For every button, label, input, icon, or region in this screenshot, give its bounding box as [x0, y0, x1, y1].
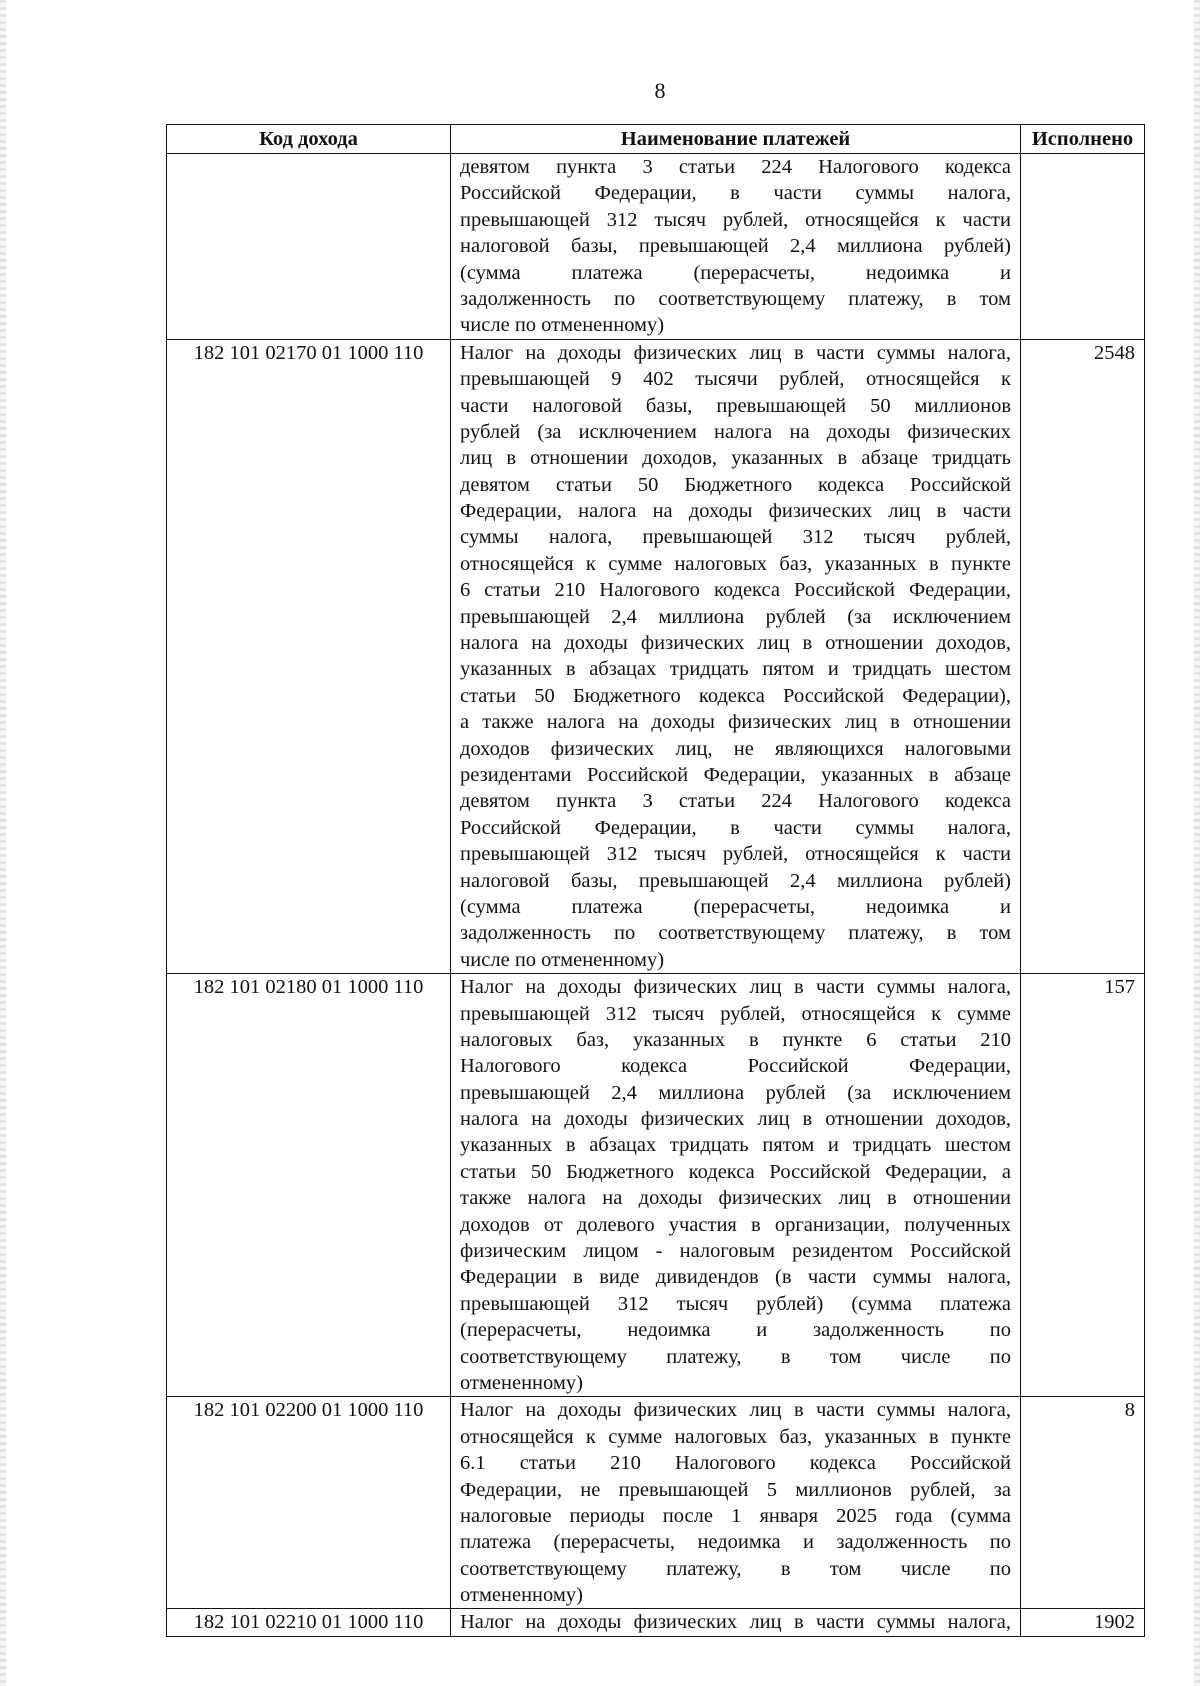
payment-name-line: Налог на доходы физических лиц в части суммы налога,	[460, 976, 1011, 999]
payment-name-line: лиц в отношении доходов, указанных в абзаце тридцать	[460, 447, 1011, 470]
executed-amount: 8	[1021, 1397, 1145, 1609]
payment-name-line: относящейся к сумме налоговых баз, указанных в пункте	[460, 1425, 1011, 1448]
payment-name-line: превышающей 312 тысяч рублей, относящейся к части	[460, 843, 1011, 866]
header-code: Код дохода	[167, 125, 451, 154]
payment-name-line: превышающей 9 402 тысячи рублей, относящейся к	[460, 368, 1011, 391]
income-code: 182 101 02200 01 1000 110	[167, 1397, 451, 1609]
payment-name-line: соответствующему платежу, в том числе по	[460, 1557, 1011, 1580]
payment-name-line: (сумма платежа (перерасчеты, недоимка и	[460, 261, 1011, 284]
income-code: 182 101 02180 01 1000 110	[167, 974, 451, 1397]
scan-edge-right	[1194, 0, 1200, 1686]
table-row	[167, 154, 1145, 340]
table-row	[167, 974, 1145, 1397]
payment-name-line: суммы налога, превышающей 312 тысяч рублей,	[460, 526, 1011, 549]
payment-name-line: превышающей 2,4 миллиона рублей (за исключением	[460, 1081, 1011, 1104]
payment-name-line: Налог на доходы физических лиц в части суммы налога,	[460, 341, 1011, 364]
payment-name	[451, 974, 1021, 1397]
header-row	[167, 125, 1145, 154]
payment-name-line: статьи 50 Бюджетного кодекса Российской Федерации),	[460, 684, 1011, 707]
payment-name-line: доходов физических лиц, не являющихся налоговыми	[460, 737, 1011, 760]
payment-name-line: налога на доходы физических лиц в отношении доходов,	[460, 632, 1011, 655]
payment-name-line: указанных в абзацах тридцать пятом и тридцать шестом	[460, 658, 1011, 681]
payment-name-line: статьи 50 Бюджетного кодекса Российской Федерации, а	[460, 1160, 1011, 1183]
payment-name	[451, 154, 1021, 340]
payment-name-line: относящейся к сумме налоговых баз, указанных в пункте	[460, 552, 1011, 575]
table-row	[167, 1397, 1145, 1609]
payment-name-line: налоговые периоды после 1 января 2025 года (сумма	[460, 1504, 1011, 1527]
payment-name-line: 6.1 статьи 210 Налогового кодекса Российской	[460, 1452, 1011, 1475]
payment-name-line: платежа (перерасчеты, недоимка и задолженность по	[460, 1531, 1011, 1554]
payment-name-line: Налог на доходы физических лиц в части суммы налога,	[460, 1611, 1011, 1634]
payment-name-line: 6 статьи 210 Налогового кодекса Российской Федерации,	[460, 579, 1011, 602]
payment-name-line: а также налога на доходы физических лиц в отношении	[460, 711, 1011, 734]
executed-amount	[1021, 154, 1145, 340]
payment-name-line: отмененному)	[460, 1371, 583, 1394]
income-code: 182 101 02170 01 1000 110	[167, 339, 451, 973]
executed-amount: 157	[1021, 974, 1145, 1397]
payment-name-line: (сумма платежа (перерасчеты, недоимка и	[460, 895, 1011, 918]
page-number: 8	[654, 78, 666, 103]
payment-name-line: указанных в абзацах тридцать пятом и тридцать шестом	[460, 1134, 1011, 1157]
payment-name-line: налога на доходы физических лиц в отношении доходов,	[460, 1108, 1011, 1131]
payment-name-line: (перерасчеты, недоимка и задолженность по	[460, 1319, 1011, 1342]
payment-name-line: рублей (за исключением налога на доходы физических	[460, 420, 1011, 443]
payment-name-line: числе по отмененному)	[460, 948, 665, 971]
income-code: 182 101 02210 01 1000 110	[167, 1609, 451, 1636]
payment-name-line: превышающей 312 тысяч рублей, относящейся к сумме	[460, 1002, 1011, 1025]
payment-name-line: Российской Федерации, в части суммы налога,	[460, 182, 1011, 205]
header-name: Наименование платежей	[451, 125, 1021, 154]
revenue-table	[166, 124, 1145, 1637]
scan-edge-left	[0, 0, 6, 1686]
payment-name-line: Российской Федерации, в части суммы налога,	[460, 816, 1011, 839]
payment-name-line: отмененному)	[460, 1584, 583, 1607]
payment-name-line: задолженность по соответствующему платежу, в том	[460, 287, 1011, 310]
payment-name-line: девятом пункта 3 статьи 224 Налогового кодекса	[460, 156, 1011, 178]
table-row	[167, 339, 1145, 973]
payment-name-line: соответствующему платежу, в том числе по	[460, 1345, 1011, 1368]
payment-name	[451, 1397, 1021, 1609]
executed-amount: 2548	[1021, 339, 1145, 973]
payment-name-line: превышающей 2,4 миллиона рублей (за исключением	[460, 605, 1011, 628]
income-code	[167, 154, 451, 340]
payment-name-line: налоговой базы, превышающей 2,4 миллиона рублей)	[460, 869, 1011, 892]
payment-name	[451, 339, 1021, 973]
payment-name-line: задолженность по соответствующему платежу, в том	[460, 922, 1011, 945]
payment-name-line: девятом статьи 50 Бюджетного кодекса Российской	[460, 473, 1011, 496]
payment-name-line: налоговой базы, превышающей 2,4 миллиона рублей)	[460, 235, 1011, 258]
payment-name-line: превышающей 312 тысяч рублей, относящейся к части	[460, 208, 1011, 231]
payment-name-line: налоговых баз, указанных в пункте 6 статьи 210	[460, 1028, 1011, 1051]
payment-name-line: девятом пункта 3 статьи 224 Налогового кодекса	[460, 790, 1011, 813]
payment-name-line: доходов от долевого участия в организации, полученных	[460, 1213, 1011, 1236]
payment-name-line: Федерации, налога на доходы физических лиц в части	[460, 500, 1011, 523]
table-row	[167, 1609, 1145, 1636]
payment-name-line: Федерации, не превышающей 5 миллионов рублей, за	[460, 1478, 1011, 1501]
payment-name-line: Федерации в виде дивидендов (в части суммы налога,	[460, 1266, 1011, 1289]
executed-amount: 1902	[1021, 1609, 1145, 1636]
payment-name-line: части налоговой базы, превышающей 50 миллионов	[460, 394, 1011, 417]
payment-name-line: числе по отмененному)	[460, 314, 665, 337]
payment-name-line: резидентами Российской Федерации, указанных в абзаце	[460, 763, 1011, 786]
header-value: Исполнено	[1021, 125, 1145, 154]
payment-name	[451, 1609, 1021, 1636]
table-header	[167, 125, 1145, 154]
table-body	[167, 154, 1145, 1637]
payment-name-line: Налог на доходы физических лиц в части суммы налога,	[460, 1399, 1011, 1422]
payment-name-line: физическим лицом - налоговым резидентом Российской	[460, 1240, 1011, 1263]
payment-name-line: Налогового кодекса Российской Федерации,	[460, 1055, 1011, 1078]
payment-name-line: также налога на доходы физических лиц в отношении	[460, 1187, 1011, 1210]
payment-name-line: превышающей 312 тысяч рублей) (сумма платежа	[460, 1292, 1011, 1315]
